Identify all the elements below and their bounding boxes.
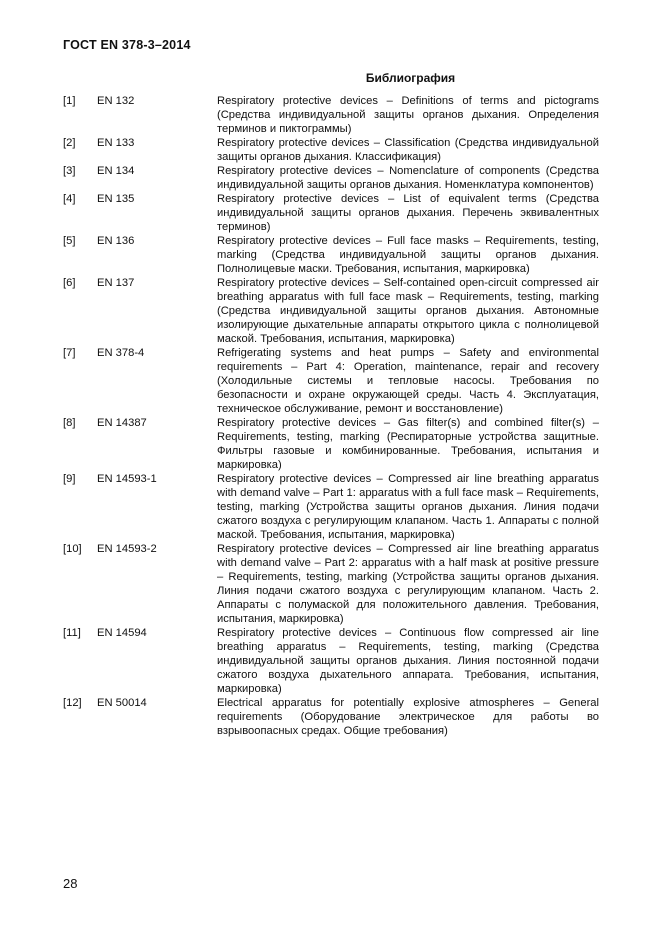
entry-description: Respiratory protective devices – Classification (Средства индивидуальной защиты органов дыхания. Классификация) (217, 137, 599, 163)
entry-number: [11] (63, 627, 81, 639)
bibliography-entry (63, 696, 599, 738)
entry-description: Respiratory protective devices – Compressed air line breathing apparatus with demand valve – Part 1: apparatus with a full face mask – Requirements, testing, marking (Устройства защиты органов дыхания. Линия подачи сжатого воздуха с регулирующим клапаном. Часть 1. Аппараты с полной маской. Требования, испытания, маркировка) (217, 473, 599, 541)
bibliography-entry (63, 234, 599, 276)
entry-number: [10] (63, 543, 82, 555)
page-number: 28 (63, 876, 78, 891)
entry-description: Respiratory protective devices – Nomenclature of components (Средства индивидуальной защиты органов дыхания. Номенклатура компонентов) (217, 165, 599, 191)
entry-standard-code: EN 14387 (97, 417, 147, 429)
entry-number: [8] (63, 417, 76, 429)
entry-standard-code: EN 137 (97, 277, 135, 289)
bibliography-entry (63, 626, 599, 696)
entry-number: [4] (63, 193, 76, 205)
bibliography-entry (63, 276, 599, 346)
entry-number: [6] (63, 277, 76, 289)
entry-standard-code: EN 14594 (97, 627, 147, 639)
entry-number: [2] (63, 137, 76, 149)
entry-standard-code: EN 378-4 (97, 347, 145, 359)
entry-number: [1] (63, 95, 76, 107)
entry-description: Respiratory protective devices – List of equivalent terms (Средства индивидуальной защиты органов дыхания. Перечень эквивалентных терминов) (217, 193, 599, 233)
entry-description: Respiratory protective devices – Full face masks – Requirements, testing, marking (Средства индивидуальной защиты органов дыхания. Полнолицевые маски. Требования, испытания, маркировка) (217, 235, 599, 275)
entry-standard-code: EN 136 (97, 235, 135, 247)
entry-description: Respiratory protective devices – Gas filter(s) and combined filter(s) – Requirements, testing, marking (Респираторные устройства защитные. Фильтры газовые и комбинированные. Требования, испытания и маркировка) (217, 417, 599, 471)
entry-standard-code: EN 135 (97, 193, 135, 205)
entry-description: Respiratory protective devices – Definitions of terms and pictograms (Средства индивидуальной защиты органов дыхания. Определения терминов и пиктограммы) (217, 95, 599, 135)
entry-description: Refrigerating systems and heat pumps – Safety and environmental requirements – Part 4: Operation, maintenance, repair and recovery (Холодильные системы и тепловые насосы. Требования по безопасности и охране окружающей среды. Часть 4. Эксплуатация, техническое обслуживание, ремонт и восстановление) (217, 347, 599, 415)
entry-description: Respiratory protective devices – Compressed air line breathing apparatus with demand valve – Part 2: apparatus with a half mask at positive pressure – Requirements, testing, marking (Устройства защиты органов дыхания. Линия подачи сжатого воздуха с регулирующим клапаном. Часть 2. Аппараты с полумаской для положительного давления. Требования, испытания, маркировка) (217, 543, 599, 625)
entry-number: [9] (63, 473, 76, 485)
entry-standard-code: EN 50014 (97, 697, 147, 709)
entry-description: Respiratory protective devices – Self-contained open-circuit compressed air breathing apparatus with full face mask – Requirements, testing, marking (Средства индивидуальной защиты органов дыхания. Автономные изолирующие дыхательные аппараты открытого цикла с полнолицевой маской. Требования, испытания, маркировка) (217, 277, 599, 345)
entry-number: [3] (63, 165, 76, 177)
entry-standard-code: EN 14593-1 (97, 473, 157, 485)
bibliography-list (63, 94, 599, 738)
entry-number: [5] (63, 235, 76, 247)
bibliography-entry (63, 136, 599, 164)
entry-number: [7] (63, 347, 76, 359)
entry-number: [12] (63, 697, 82, 709)
bibliography-entry (63, 164, 599, 192)
document-header: ГОСТ EN 378-3–2014 (63, 38, 191, 52)
entry-description: Respiratory protective devices – Continuous flow compressed air line breathing apparatus – Requirements, testing, marking (Средства индивидуальной защиты органов дыхания. Линия постоянной подачи сжатого воздуха дыхательного аппарата. Требования, испытания, маркировка) (217, 627, 599, 695)
bibliography-entry (63, 416, 599, 472)
entry-standard-code: EN 133 (97, 137, 135, 149)
entry-standard-code: EN 14593-2 (97, 543, 157, 555)
bibliography-entry (63, 472, 599, 542)
bibliography-entry (63, 542, 599, 626)
entry-standard-code: EN 134 (97, 165, 135, 177)
bibliography-entry (63, 94, 599, 136)
entry-standard-code: EN 132 (97, 95, 135, 107)
bibliography-entry (63, 346, 599, 416)
entry-description: Electrical apparatus for potentially explosive atmospheres – General requirements (Оборудование электрическое для работы во взрывоопасных средах. Общие требования) (217, 697, 599, 737)
bibliography-title: Библиография (365, 71, 456, 85)
bibliography-entry (63, 192, 599, 234)
